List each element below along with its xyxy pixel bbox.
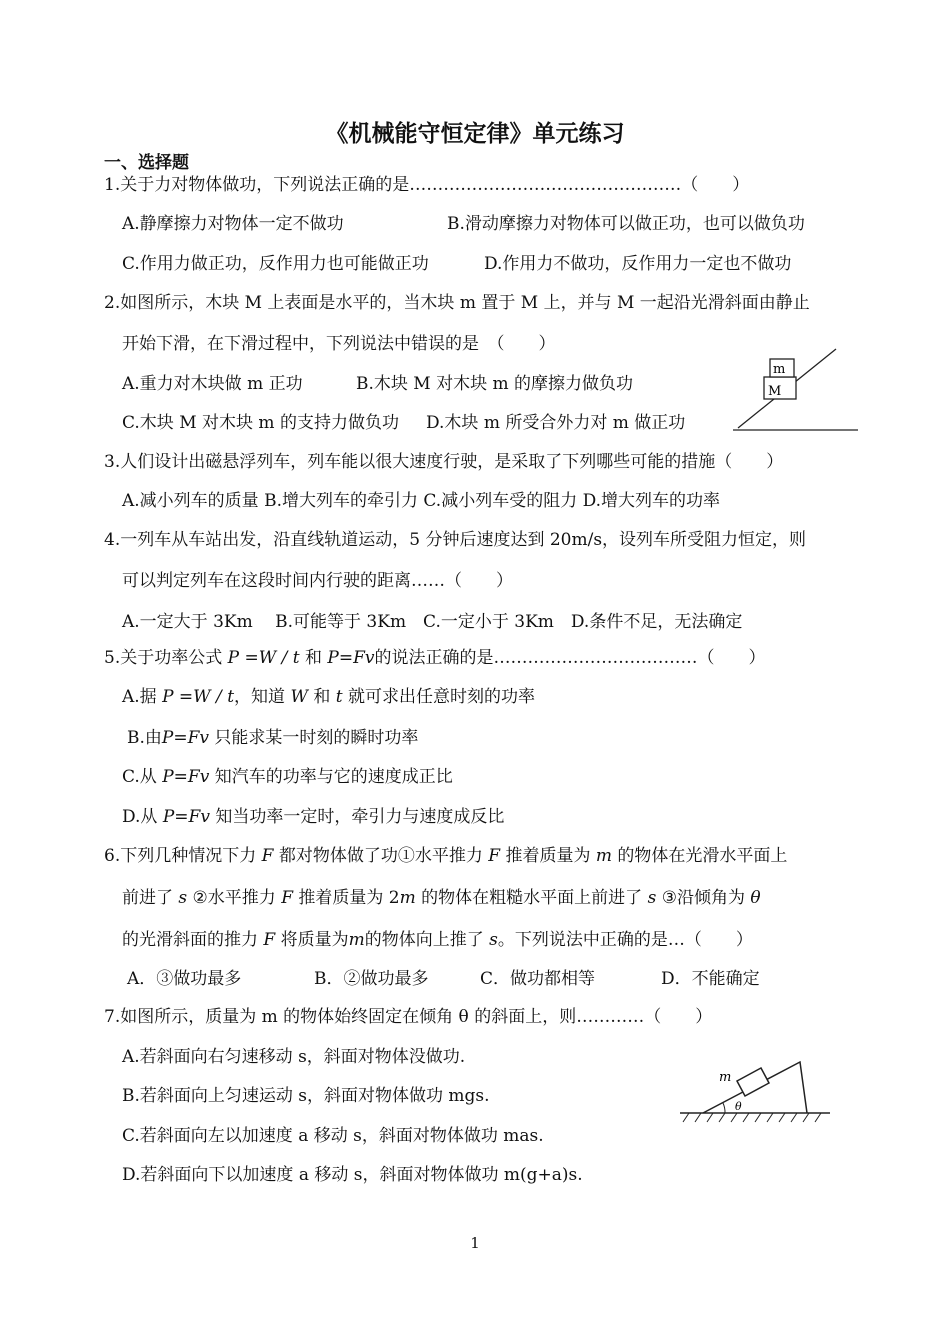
question-7-option-b: B.若斜面向上匀速运动 s，斜面对物体做功 mgs. (122, 1086, 490, 1106)
question-2-option-b: B.木块 M 对木块 m 的摩擦力做负功 (356, 374, 634, 394)
question-5-option-d: D.从 P=Fv 知当功率一定时，牵引力与速度成反比 (122, 807, 505, 827)
incline-block-figure (675, 1050, 835, 1130)
page-title: 《机械能守恒定律》单元练习 (325, 121, 625, 147)
question-6-line2: 前进了 s ②水平推力 F 推着质量为 2m 的物体在粗糙水平面上前进了 s ③沿倾角为 θ (122, 888, 761, 908)
formula-power-work: P =W / t (227, 648, 300, 668)
question-4-stem-line1: 4.一列车从车站出发，沿直线轨道运动，5 分钟后速度达到 20m/s，设列车所受阻力恒定，则 (104, 530, 807, 550)
question-2-option-c: C.木块 M 对木块 m 的支持力做负功 (122, 413, 399, 433)
question-5-option-b: B.由P=Fv 只能求某一时刻的瞬时功率 (127, 728, 419, 748)
question-6-option-a: A．③做功最多 (127, 969, 242, 989)
question-3-stem: 3.人们设计出磁悬浮列车，列车能以很大速度行驶，是采取了下列哪些可能的措施（ ） (104, 452, 784, 472)
question-7-option-a: A.若斜面向右匀速移动 s，斜面对物体没做功. (122, 1047, 466, 1067)
question-6-line1: 6.下列几种情况下力 F 都对物体做了功①水平推力 F 推着质量为 m 的物体在光滑水平面上 (104, 846, 788, 866)
question-2-stem-line2: 开始下滑，在下滑过程中，下列说法中错误的是 （ ） (122, 334, 556, 354)
question-5-option-c: C.从 P=Fv 知汽车的功率与它的速度成正比 (122, 767, 453, 787)
question-7-option-c: C.若斜面向左以加速度 a 移动 s，斜面对物体做功 mas. (122, 1126, 544, 1146)
question-6-option-c: C．做功都相等 (480, 969, 596, 989)
incline-blocks-figure (728, 345, 863, 435)
question-2-option-a: A.重力对木块做 m 正功 (122, 374, 303, 394)
label-m: m (773, 362, 786, 377)
label-M: M (768, 384, 782, 399)
question-1-option-b: B.滑动摩擦力对物体可以做正功，也可以做负功 (447, 214, 805, 234)
question-1-stem: 1.关于力对物体做功，下列说法正确的是…………………………………………（ ） (104, 175, 750, 195)
question-4-stem-line2: 可以判定列车在这段时间内行驶的距离……（ ） (122, 571, 513, 591)
question-1-option-d: D.作用力不做功，反作用力一定也不做功 (484, 254, 792, 274)
section-heading: 一、选择题 (104, 153, 189, 173)
label-m: m (719, 1070, 732, 1085)
question-5-stem: 5.关于功率公式 P =W / t 和 P=Fv的说法正确的是………………………………（ ） (104, 648, 766, 668)
question-5-option-a: A.据 P =W / t，知道 W 和 t 就可求出任意时刻的功率 (122, 687, 535, 707)
page-number: 1 (470, 1234, 480, 1252)
question-6-line3: 的光滑斜面的推力 F 将质量为m的物体向上推了 s。下列说法中正确的是…（ ） (122, 930, 753, 950)
question-1-option-a: A.静摩擦力对物体一定不做功 (122, 214, 344, 234)
question-2-option-d: D.木块 m 所受合外力对 m 做正功 (426, 413, 686, 433)
question-4-options: A.一定大于 3Km B.可能等于 3Km C.一定小于 3Km D.条件不足，无法确定 (122, 612, 743, 632)
question-6-option-d: D．不能确定 (661, 969, 760, 989)
question-7-stem: 7.如图所示，质量为 m 的物体始终固定在倾角 θ 的斜面上，则…………（ ） (104, 1007, 713, 1027)
question-1-option-c: C.作用力做正功，反作用力也可能做正功 (122, 254, 429, 274)
question-6-option-b: B．②做功最多 (314, 969, 429, 989)
label-theta: θ (735, 1100, 742, 1113)
question-2-stem-line1: 2.如图所示，木块 M 上表面是水平的，当木块 m 置于 M 上，并与 M 一起沿光滑斜面由静止 (104, 293, 810, 313)
question-3-options: A.减小列车的质量 B.增大列车的牵引力 C.减小列车受的阻力 D.增大列车的功率 (122, 491, 721, 511)
question-7-option-d: D.若斜面向下以加速度 a 移动 s，斜面对物体做功 m(g+a)s. (122, 1165, 583, 1185)
